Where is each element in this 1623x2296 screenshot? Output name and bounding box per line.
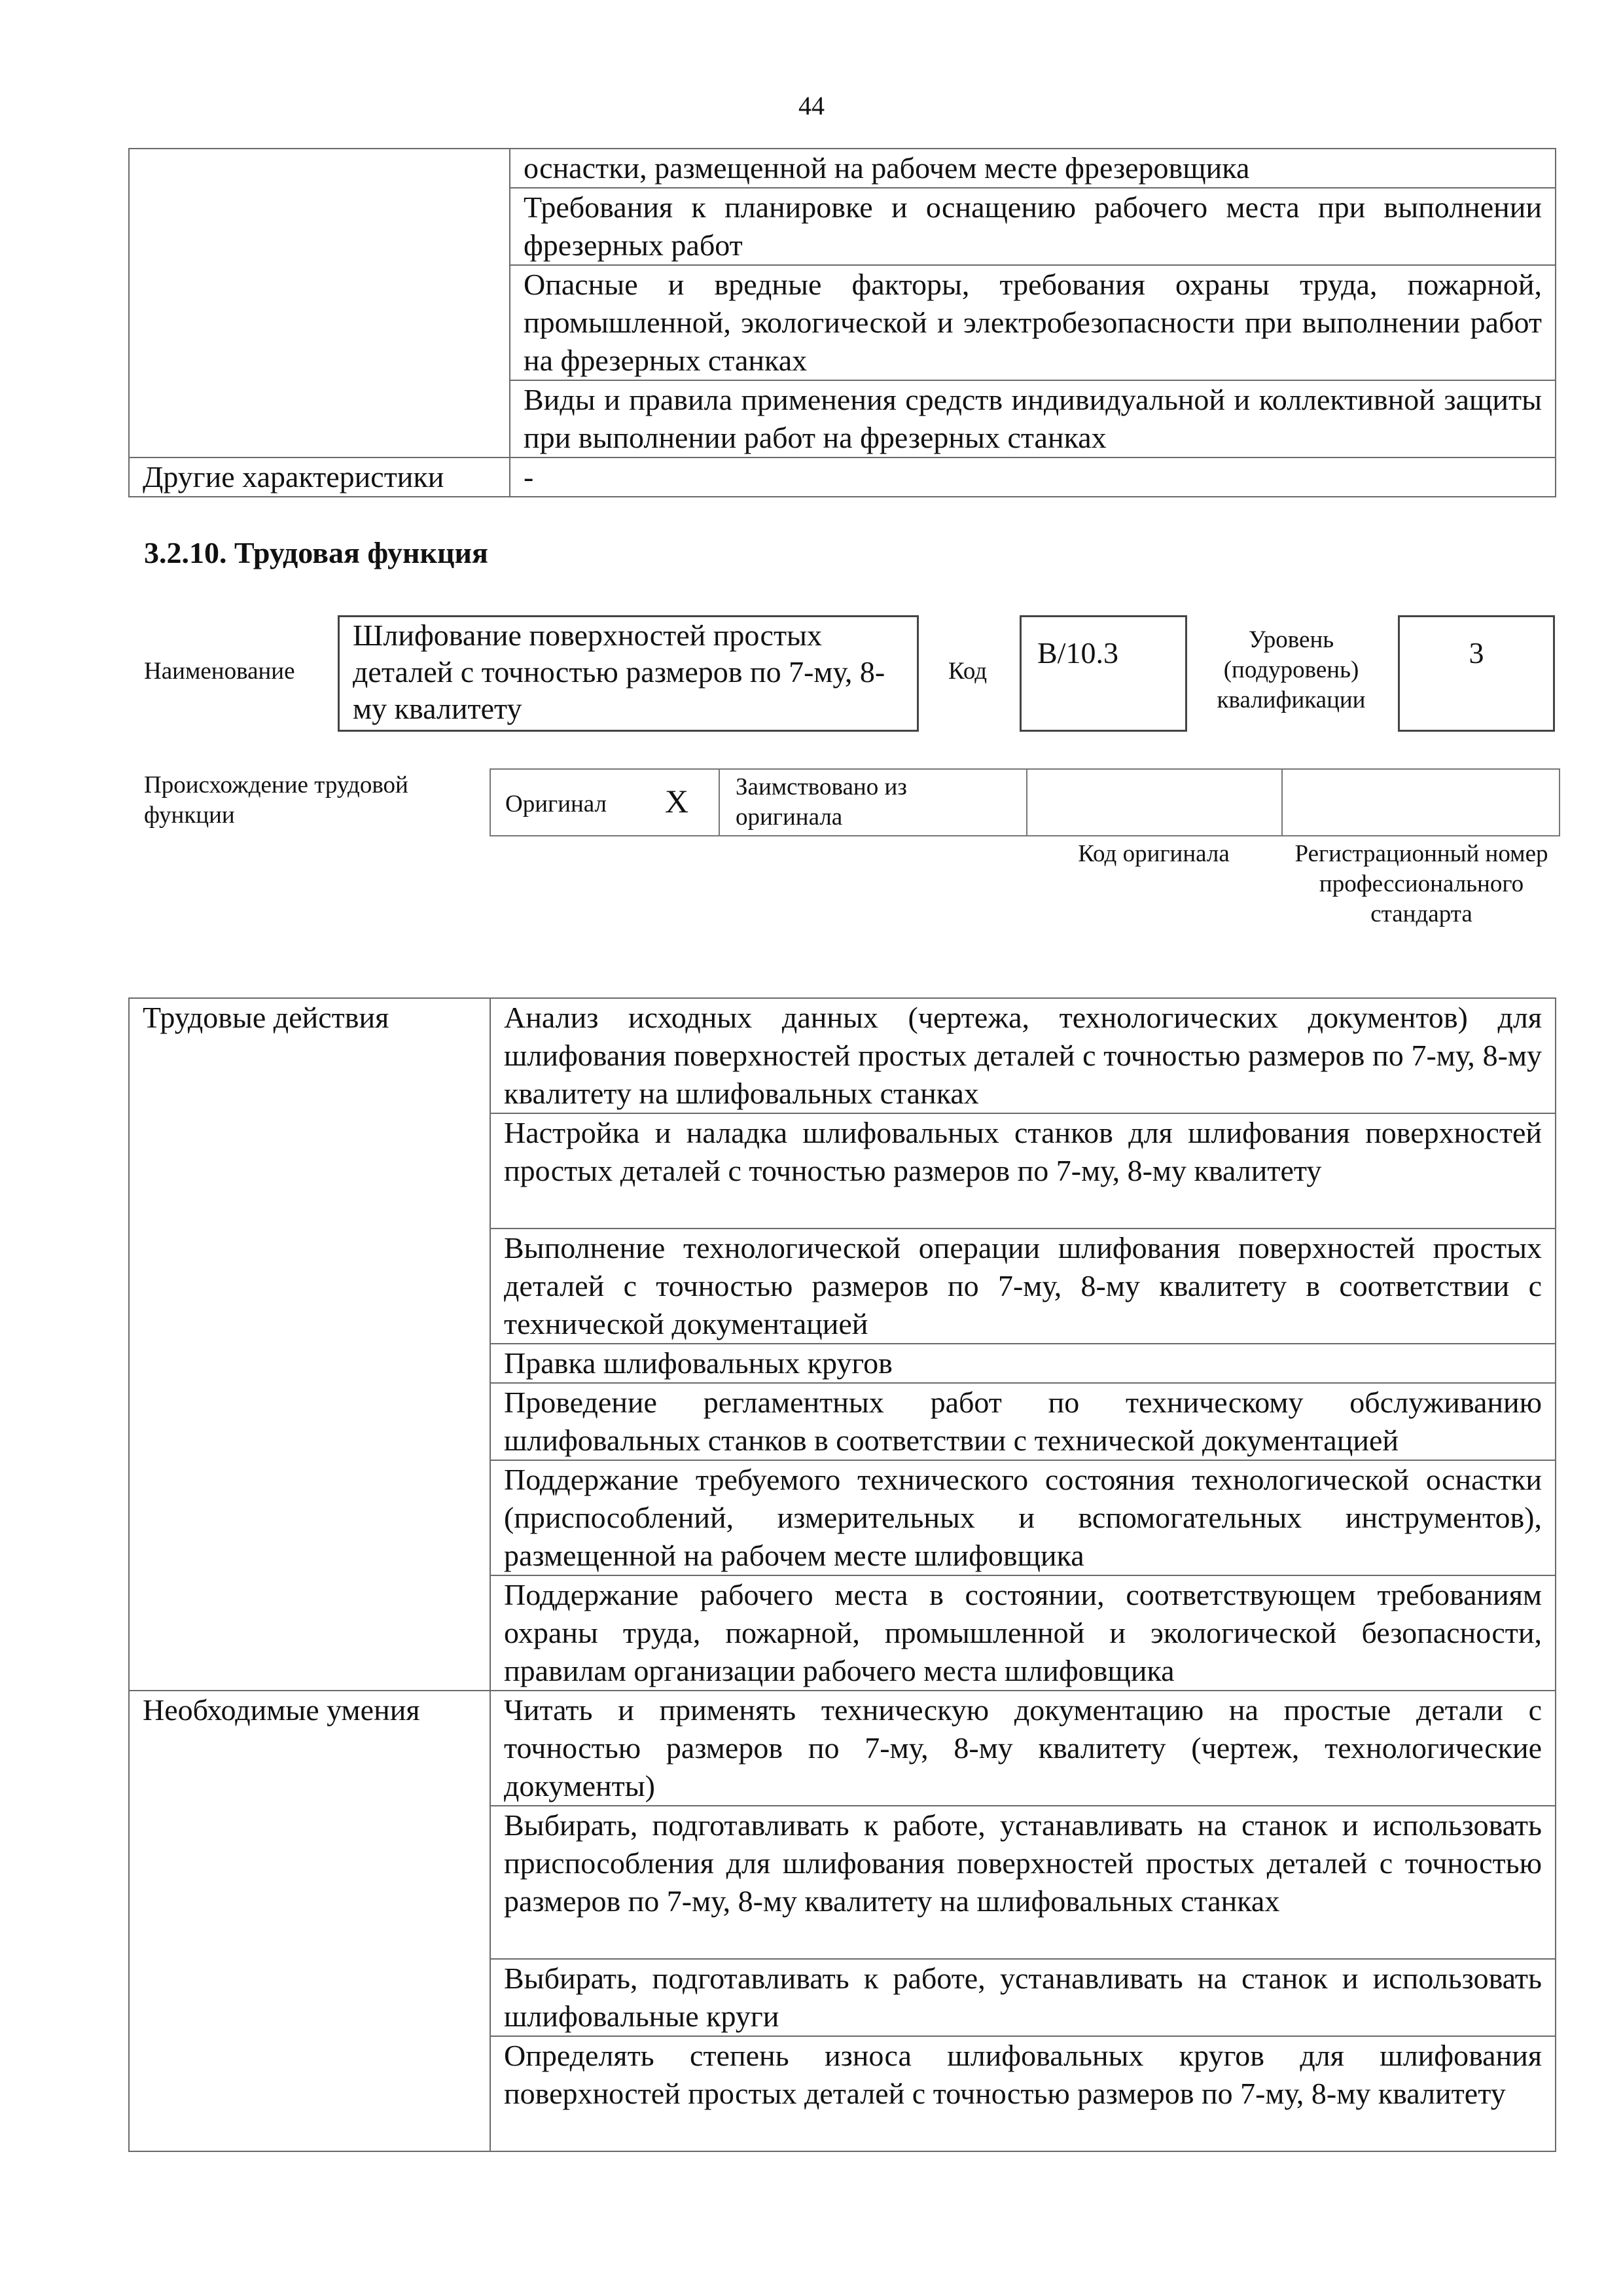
borrowed-label: Заимствовано из оригинала [736, 774, 907, 831]
reg-number-caption: Регистрационный номер профессионального стандарта [1294, 840, 1548, 927]
other-characteristics-value: - [510, 457, 1556, 497]
actions-label: Трудовые действия [129, 998, 490, 1691]
continued-item: оснастки, размещенной на рабочем месте фрезеровщика [510, 149, 1556, 188]
action-item: Поддержание рабочего места в состоянии, соответствующем требованиям охраны труда, пожарной, промышленной и экологической безопасности, правилам организации рабочего места шлифовщика [490, 1575, 1556, 1691]
divider [719, 768, 720, 836]
code-label: Код [948, 658, 988, 685]
skill-item: Выбирать, подготавливать к работе, устанавливать на станок и использовать шлифовальные круги [490, 1959, 1556, 2036]
level-value: 3 [1469, 636, 1484, 670]
action-item: Анализ исходных данных (чертежа, технологических документов) для шлифования поверхностей простых деталей с точностью размеров по 7-му, 8-му квалитету на шлифовальных станках [490, 998, 1556, 1113]
code-value-box [1020, 615, 1187, 732]
continued-item: Требования к планировке и оснащению рабочего места при выполнении фрезерных работ [510, 188, 1556, 265]
name-value-box [338, 615, 919, 732]
divider [1026, 768, 1027, 836]
continued-label-cell [129, 149, 510, 457]
level-label: Уровень (подуровень) квалификации [1217, 626, 1366, 713]
skills-label: Необходимые умения [129, 1691, 490, 2151]
origin-label: Происхождение трудовой функции [144, 772, 408, 829]
name-label: Наименование [144, 658, 295, 685]
other-characteristics-label: Другие характеристики [129, 457, 510, 497]
main-table [128, 997, 1556, 2152]
original-label: Оригинал [505, 791, 607, 817]
continued-item: Опасные и вредные факторы, требования охраны труда, пожарной, промышленной, экологической и электробезопасности при выполнении работ на фрезерных станках [510, 265, 1556, 380]
origin-box [490, 768, 1560, 836]
section-title: 3.2.10. Трудовая функция [144, 536, 488, 569]
skill-item: Читать и применять техническую документацию на простые детали с точностью размеров по 7-му, 8-му квалитету (чертеж, технологические документы) [490, 1691, 1556, 1806]
action-item: Поддержание требуемого технического состояния технологической оснастки (приспособлений, измерительных и вспомогательных инструментов), размещенной на рабочем месте шлифовщика [490, 1460, 1556, 1575]
page-number: 44 [798, 91, 825, 120]
action-item: Проведение регламентных работ по техническому обслуживанию шлифовальных станков в соответствии с технической документацией [490, 1383, 1556, 1460]
level-value-box [1398, 615, 1555, 732]
skill-item: Выбирать, подготавливать к работе, устанавливать на станок и использовать приспособления для шлифования поверхностей простых деталей с точностью размеров по 7-му, 8-му квалитету на шлифовальных станках [490, 1806, 1556, 1959]
name-value: Шлифование поверхностей простых деталей с точностью размеров по 7-му, 8-му квалитету [353, 619, 885, 725]
skill-item: Определять степень износа шлифовальных кругов для шлифования поверхностей простых деталей с точностью размеров по 7-му, 8-му квалитету [490, 2036, 1556, 2151]
action-item: Правка шлифовальных кругов [490, 1344, 1556, 1383]
action-item: Настройка и наладка шлифовальных станков для шлифования поверхностей простых деталей с точностью размеров по 7-му, 8-му квалитету [490, 1113, 1556, 1229]
continued-table [128, 148, 1556, 497]
action-item: Выполнение технологической операции шлифования поверхностей простых деталей с точностью размеров по 7-му, 8-му квалитету в соответствии с технической документацией [490, 1229, 1556, 1344]
original-mark: X [665, 783, 689, 819]
code-original-caption: Код оригинала [1078, 840, 1230, 867]
continued-item: Виды и правила применения средств индивидуальной и коллективной защиты при выполнении работ на фрезерных станках [510, 380, 1556, 457]
code-value: B/10.3 [1037, 636, 1118, 670]
divider [1281, 768, 1283, 836]
